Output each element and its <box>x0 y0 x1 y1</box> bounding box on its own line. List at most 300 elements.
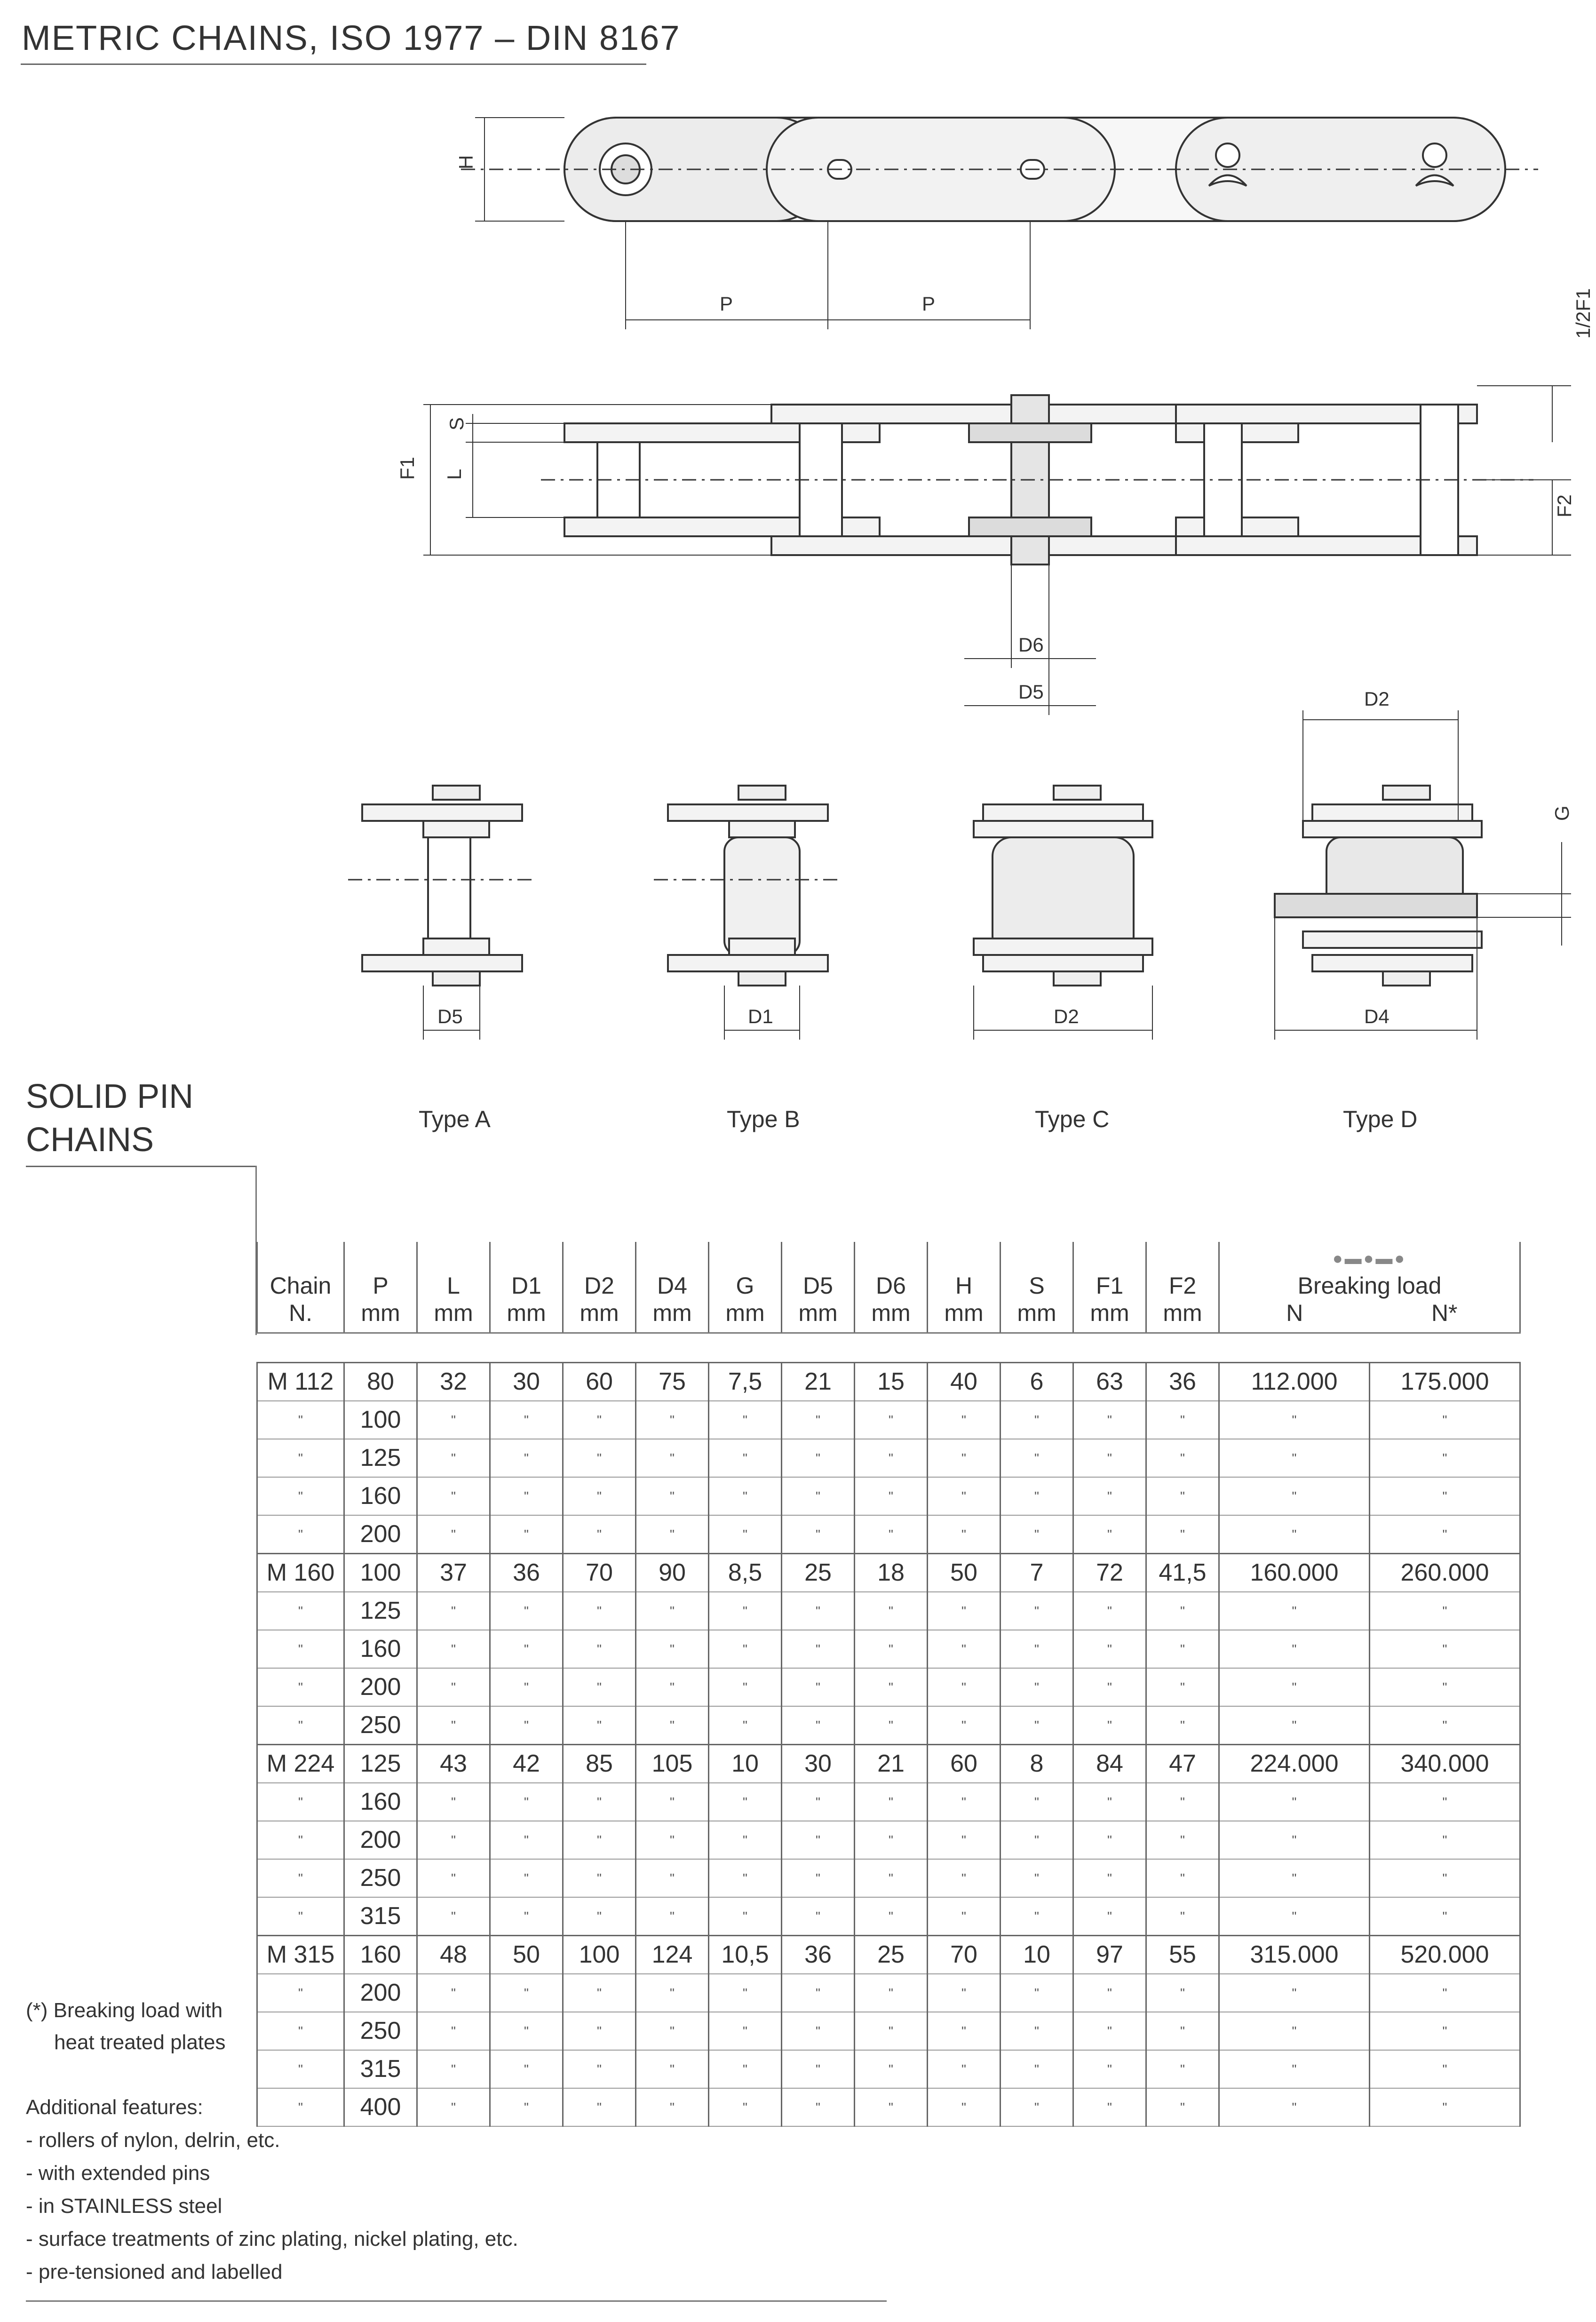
col-header <box>928 1242 1000 1333</box>
value-cell: " <box>1000 1477 1073 1515</box>
value-cell: " <box>709 1821 782 1859</box>
col-header <box>344 1242 417 1333</box>
value-cell: " <box>782 1897 855 1936</box>
value-cell: " <box>1146 1859 1219 1897</box>
col-header-unit: mm <box>944 1300 984 1326</box>
value-cell: " <box>855 1630 928 1668</box>
pitch-cell: 200 <box>344 1515 417 1554</box>
value-cell: " <box>782 1821 855 1859</box>
value-cell: 36 <box>782 1936 855 1974</box>
table-body <box>257 1363 1520 2127</box>
col-header-unit: mm <box>871 1300 911 1326</box>
value-cell: " <box>709 1477 782 1515</box>
value-cell: " <box>563 1974 636 2012</box>
pitch-cell: 200 <box>344 1668 417 1706</box>
value-cell: " <box>1370 1821 1520 1859</box>
table-row <box>257 1668 1520 1706</box>
value-cell: " <box>1370 1515 1520 1554</box>
value-cell: " <box>636 2012 709 2050</box>
value-cell: 100 <box>563 1936 636 1974</box>
value-cell: " <box>1370 1630 1520 1668</box>
chain-cell: " <box>257 1783 344 1821</box>
section-title-line1: SOLID PIN <box>26 1078 194 1115</box>
chain-cell: " <box>257 1401 344 1439</box>
value-cell: " <box>928 1439 1000 1477</box>
section-underline <box>26 1166 256 1167</box>
value-cell: " <box>1370 1439 1520 1477</box>
value-cell: " <box>709 2050 782 2088</box>
col-header-unit: N. <box>289 1300 312 1326</box>
value-cell: " <box>1073 1477 1146 1515</box>
value-cell: " <box>928 1783 1000 1821</box>
chain-cell: " <box>257 2088 344 2126</box>
type-c-dim: D2 <box>1054 1005 1079 1027</box>
value-cell: " <box>928 2050 1000 2088</box>
table-row <box>257 1783 1520 1821</box>
value-cell: " <box>709 1401 782 1439</box>
value-cell: " <box>636 1668 709 1706</box>
value-cell: " <box>1370 2012 1520 2050</box>
value-cell: " <box>782 2088 855 2126</box>
col-header <box>1146 1242 1219 1333</box>
value-cell: " <box>1000 1668 1073 1706</box>
value-cell: " <box>1219 1592 1370 1630</box>
chain-cell: " <box>257 1859 344 1897</box>
value-cell: " <box>563 1821 636 1859</box>
value-cell: " <box>563 1859 636 1897</box>
value-cell: " <box>1000 1439 1073 1477</box>
value-cell: " <box>709 1630 782 1668</box>
value-cell: " <box>1219 1630 1370 1668</box>
value-cell: " <box>417 1859 490 1897</box>
value-cell: " <box>928 1401 1000 1439</box>
col-header-label: G <box>736 1272 754 1299</box>
col-header-unit: mm <box>1017 1300 1056 1326</box>
col-header <box>490 1242 563 1333</box>
value-cell: " <box>490 2050 563 2088</box>
col-header <box>257 1242 344 1333</box>
value-cell: 55 <box>1146 1936 1219 1974</box>
value-cell: " <box>855 1515 928 1554</box>
value-cell: " <box>1000 1592 1073 1630</box>
value-cell: " <box>709 1592 782 1630</box>
chain-cell: " <box>257 1630 344 1668</box>
type-d-label: Type D <box>1343 1106 1418 1132</box>
value-cell: 10 <box>709 1745 782 1783</box>
value-cell: 36 <box>490 1554 563 1592</box>
value-cell: " <box>709 1668 782 1706</box>
value-cell: " <box>1219 1439 1370 1477</box>
value-cell: " <box>563 1706 636 1745</box>
col-header-label: F2 <box>1168 1272 1197 1299</box>
col-header-label: L <box>447 1272 460 1299</box>
value-cell: " <box>1146 1439 1219 1477</box>
value-cell: " <box>709 1439 782 1477</box>
breaking-load-n-star: N* <box>1431 1300 1458 1326</box>
asterisk-note <box>26 1995 225 2059</box>
col-header-unit: mm <box>580 1300 619 1326</box>
value-cell: " <box>1370 1592 1520 1630</box>
value-cell: " <box>1000 1630 1073 1668</box>
value-cell: " <box>490 2012 563 2050</box>
value-cell: " <box>636 1630 709 1668</box>
table-row <box>257 1745 1520 1783</box>
table-row <box>257 1363 1520 1401</box>
value-cell: " <box>636 1974 709 2012</box>
value-cell: " <box>636 1783 709 1821</box>
value-cell: 42 <box>490 1745 563 1783</box>
col-header-unit: mm <box>361 1300 400 1326</box>
value-cell: " <box>417 1439 490 1477</box>
table-row <box>257 2012 1520 2050</box>
value-cell: " <box>417 1592 490 1630</box>
value-cell: " <box>636 1897 709 1936</box>
value-cell: " <box>417 1783 490 1821</box>
value-cell: " <box>709 1897 782 1936</box>
value-cell: " <box>1219 1897 1370 1936</box>
col-header-unit: mm <box>652 1300 692 1326</box>
value-cell: " <box>855 1439 928 1477</box>
value-cell: 7,5 <box>709 1363 782 1401</box>
value-cell: " <box>928 1897 1000 1936</box>
value-cell: " <box>636 2088 709 2126</box>
value-cell: " <box>1073 1401 1146 1439</box>
value-cell: " <box>782 1630 855 1668</box>
value-cell: " <box>1073 1821 1146 1859</box>
value-cell: " <box>1219 1974 1370 2012</box>
page-title: METRIC CHAINS, ISO 1977 – DIN 8167 <box>22 18 681 57</box>
chain-cell: M 315 <box>257 1936 344 1974</box>
value-cell: " <box>1146 1515 1219 1554</box>
value-cell: " <box>782 1401 855 1439</box>
col-header <box>782 1242 855 1333</box>
value-cell: " <box>709 2088 782 2126</box>
value-cell: 315.000 <box>1219 1936 1370 1974</box>
value-cell: " <box>1370 1668 1520 1706</box>
value-cell: " <box>563 1477 636 1515</box>
value-cell: 175.000 <box>1370 1363 1520 1401</box>
value-cell: " <box>1073 1897 1146 1936</box>
value-cell: 72 <box>1073 1554 1146 1592</box>
chain-cell: M 224 <box>257 1745 344 1783</box>
value-cell: " <box>928 1821 1000 1859</box>
value-cell: 520.000 <box>1370 1936 1520 1974</box>
dim-d5-top: D5 <box>1018 681 1044 703</box>
col-header <box>855 1242 928 1333</box>
value-cell: " <box>1073 1515 1146 1554</box>
col-header-unit: mm <box>725 1300 765 1326</box>
value-cell: " <box>928 1477 1000 1515</box>
table-row <box>257 1936 1520 1974</box>
col-header-label: H <box>955 1272 973 1299</box>
dim-l: L <box>443 469 465 480</box>
value-cell: " <box>1219 1859 1370 1897</box>
dim-half-f1: 1/2F1 <box>1572 288 1594 339</box>
value-cell: " <box>1146 1401 1219 1439</box>
value-cell: " <box>417 2012 490 2050</box>
pitch-cell: 125 <box>344 1592 417 1630</box>
pitch-cell: 160 <box>344 1936 417 1974</box>
value-cell: " <box>1146 1477 1219 1515</box>
value-cell: " <box>490 1821 563 1859</box>
value-cell: " <box>1073 2088 1146 2126</box>
features-block <box>26 2091 518 2289</box>
dim-f2: F2 <box>1553 494 1575 517</box>
value-cell: " <box>1073 1592 1146 1630</box>
dim-s: S <box>445 417 468 430</box>
value-cell: 7 <box>1000 1554 1073 1592</box>
value-cell: " <box>855 1821 928 1859</box>
value-cell: " <box>1000 1974 1073 2012</box>
type-b-label: Type B <box>727 1106 800 1132</box>
value-cell: " <box>1146 1783 1219 1821</box>
value-cell: " <box>1370 2050 1520 2088</box>
value-cell: " <box>490 1477 563 1515</box>
type-a-dim: D5 <box>437 1005 463 1027</box>
value-cell: " <box>490 1439 563 1477</box>
value-cell: " <box>1219 1783 1370 1821</box>
pitch-cell: 250 <box>344 2012 417 2050</box>
value-cell: 6 <box>1000 1363 1073 1401</box>
value-cell: " <box>417 1706 490 1745</box>
value-cell: " <box>1000 2050 1073 2088</box>
feature-item: - surface treatments of zinc plating, nickel plating, etc. <box>26 2227 518 2250</box>
value-cell: " <box>855 1477 928 1515</box>
chain-cell: " <box>257 1706 344 1745</box>
value-cell: 30 <box>782 1745 855 1783</box>
value-cell: " <box>1000 1783 1073 1821</box>
header-gap <box>257 1333 1520 1363</box>
value-cell: " <box>928 1592 1000 1630</box>
value-cell: " <box>1000 1821 1073 1859</box>
value-cell: " <box>1219 1477 1370 1515</box>
pitch-cell: 200 <box>344 1821 417 1859</box>
value-cell: " <box>1219 2012 1370 2050</box>
value-cell: 36 <box>1146 1363 1219 1401</box>
value-cell: " <box>782 1515 855 1554</box>
type-c-label: Type C <box>1035 1106 1110 1132</box>
value-cell: 43 <box>417 1745 490 1783</box>
value-cell: " <box>490 1668 563 1706</box>
col-header-label: S <box>1029 1272 1045 1299</box>
value-cell: 10,5 <box>709 1936 782 1974</box>
value-cell: " <box>855 2012 928 2050</box>
value-cell: " <box>928 2088 1000 2126</box>
value-cell: " <box>563 1401 636 1439</box>
value-cell: " <box>417 2050 490 2088</box>
value-cell: " <box>709 1706 782 1745</box>
value-cell: 340.000 <box>1370 1745 1520 1783</box>
value-cell: " <box>928 1668 1000 1706</box>
col-header-label: D4 <box>657 1272 687 1299</box>
value-cell: " <box>855 1783 928 1821</box>
col-header-unit: mm <box>1163 1300 1202 1326</box>
value-cell: " <box>1146 2050 1219 2088</box>
value-cell: " <box>636 1477 709 1515</box>
value-cell: " <box>782 2050 855 2088</box>
value-cell: " <box>928 1630 1000 1668</box>
value-cell: " <box>1146 1897 1219 1936</box>
value-cell: " <box>490 1706 563 1745</box>
value-cell: 97 <box>1073 1936 1146 1974</box>
value-cell: " <box>417 1401 490 1439</box>
value-cell: " <box>1219 1401 1370 1439</box>
feature-item: - in STAINLESS steel <box>26 2195 222 2218</box>
pitch-cell: 160 <box>344 1630 417 1668</box>
chain-cell: M 160 <box>257 1554 344 1592</box>
value-cell: " <box>709 1974 782 2012</box>
section-title <box>26 1075 193 1161</box>
value-cell: 75 <box>636 1363 709 1401</box>
value-cell: 60 <box>563 1363 636 1401</box>
pitch-cell: 200 <box>344 1974 417 2012</box>
value-cell: " <box>855 2050 928 2088</box>
dim-d2-top: D2 <box>1364 688 1390 710</box>
pitch-cell: 250 <box>344 1706 417 1745</box>
value-cell: " <box>782 1668 855 1706</box>
chain-cell: " <box>257 1668 344 1706</box>
value-cell: 48 <box>417 1936 490 1974</box>
value-cell: 25 <box>855 1936 928 1974</box>
value-cell: " <box>563 1783 636 1821</box>
type-a-label: Type A <box>419 1106 491 1132</box>
value-cell: " <box>782 1592 855 1630</box>
value-cell: 30 <box>490 1363 563 1401</box>
value-cell: " <box>1000 2012 1073 2050</box>
chain-cell: " <box>257 1477 344 1515</box>
col-header <box>1000 1242 1073 1333</box>
value-cell: " <box>1146 1630 1219 1668</box>
asterisk-note-line2: heat treated plates <box>54 2031 226 2054</box>
value-cell: " <box>636 1401 709 1439</box>
chain-cell: " <box>257 2012 344 2050</box>
table-row <box>257 1897 1520 1936</box>
value-cell: " <box>1146 1821 1219 1859</box>
value-cell: 21 <box>855 1745 928 1783</box>
value-cell: " <box>782 1974 855 2012</box>
value-cell: " <box>855 2088 928 2126</box>
chain-cell: " <box>257 2050 344 2088</box>
value-cell: " <box>1073 2012 1146 2050</box>
table-header-row <box>257 1242 1520 1333</box>
value-cell: " <box>1000 1859 1073 1897</box>
value-cell: 112.000 <box>1219 1363 1370 1401</box>
chain-cell: " <box>257 1897 344 1936</box>
features-title: Additional features: <box>26 2096 203 2119</box>
table-row <box>257 1630 1520 1668</box>
col-header-unit: mm <box>1090 1300 1129 1326</box>
value-cell: " <box>1073 1668 1146 1706</box>
value-cell: 41,5 <box>1146 1554 1219 1592</box>
col-header-unit: mm <box>507 1300 546 1326</box>
breaking-load-n: N <box>1286 1300 1303 1326</box>
feature-item: - rollers of nylon, delrin, etc. <box>26 2129 280 2152</box>
value-cell: " <box>490 1859 563 1897</box>
value-cell: " <box>1370 1897 1520 1936</box>
value-cell: " <box>1073 1783 1146 1821</box>
col-header <box>417 1242 490 1333</box>
value-cell: " <box>928 1974 1000 2012</box>
value-cell: " <box>1073 1630 1146 1668</box>
value-cell: " <box>563 1630 636 1668</box>
section-title-line2: CHAINS <box>26 1121 154 1159</box>
value-cell: 84 <box>1073 1745 1146 1783</box>
value-cell: " <box>490 1401 563 1439</box>
value-cell: " <box>490 2088 563 2126</box>
table-row <box>257 1974 1520 2012</box>
value-cell: " <box>1146 1974 1219 2012</box>
table-row <box>257 1401 1520 1439</box>
value-cell: " <box>636 1706 709 1745</box>
feature-item: - pre-tensioned and labelled <box>26 2260 283 2283</box>
value-cell: " <box>1370 1783 1520 1821</box>
table-row <box>257 1859 1520 1897</box>
value-cell: " <box>855 1897 928 1936</box>
value-cell: " <box>417 1515 490 1554</box>
breaking-load-header <box>1219 1242 1520 1333</box>
value-cell: " <box>563 1592 636 1630</box>
value-cell: " <box>417 2088 490 2126</box>
value-cell: " <box>782 1439 855 1477</box>
value-cell: " <box>1370 1477 1520 1515</box>
value-cell: " <box>782 1706 855 1745</box>
value-cell: " <box>1073 1439 1146 1477</box>
value-cell: " <box>1073 2050 1146 2088</box>
col-header <box>563 1242 636 1333</box>
dim-g: G <box>1551 805 1573 821</box>
value-cell: " <box>782 1783 855 1821</box>
value-cell: " <box>563 1897 636 1936</box>
asterisk-note-line1: (*) Breaking load with <box>26 1999 223 2022</box>
value-cell: 8,5 <box>709 1554 782 1592</box>
col-header <box>1073 1242 1146 1333</box>
chain-cell: " <box>257 1592 344 1630</box>
chain-cell: " <box>257 1439 344 1477</box>
col-header <box>709 1242 782 1333</box>
col-header-label: P <box>373 1272 389 1299</box>
value-cell: " <box>1219 1706 1370 1745</box>
pitch-cell: 315 <box>344 2050 417 2088</box>
dim-p-2: P <box>922 293 936 315</box>
value-cell: 40 <box>928 1363 1000 1401</box>
value-cell: 160.000 <box>1219 1554 1370 1592</box>
pitch-cell: 100 <box>344 1401 417 1439</box>
value-cell: " <box>563 2050 636 2088</box>
value-cell: " <box>1000 1401 1073 1439</box>
value-cell: 70 <box>928 1936 1000 1974</box>
value-cell: " <box>563 1439 636 1477</box>
value-cell: 224.000 <box>1219 1745 1370 1783</box>
value-cell: " <box>1146 2012 1219 2050</box>
value-cell: " <box>1146 1668 1219 1706</box>
value-cell: 18 <box>855 1554 928 1592</box>
value-cell: " <box>417 1668 490 1706</box>
col-header <box>636 1242 709 1333</box>
chain-cell: " <box>257 1515 344 1554</box>
feature-item: - with extended pins <box>26 2162 210 2185</box>
value-cell: " <box>563 2012 636 2050</box>
value-cell: " <box>855 1401 928 1439</box>
value-cell: " <box>855 1592 928 1630</box>
pitch-cell: 315 <box>344 1897 417 1936</box>
value-cell: 85 <box>563 1745 636 1783</box>
table-row <box>257 1706 1520 1745</box>
col-header-label: D6 <box>876 1272 906 1299</box>
col-header-label: Chain <box>270 1272 332 1299</box>
value-cell: 124 <box>636 1936 709 1974</box>
value-cell: " <box>928 1706 1000 1745</box>
value-cell: " <box>563 1668 636 1706</box>
